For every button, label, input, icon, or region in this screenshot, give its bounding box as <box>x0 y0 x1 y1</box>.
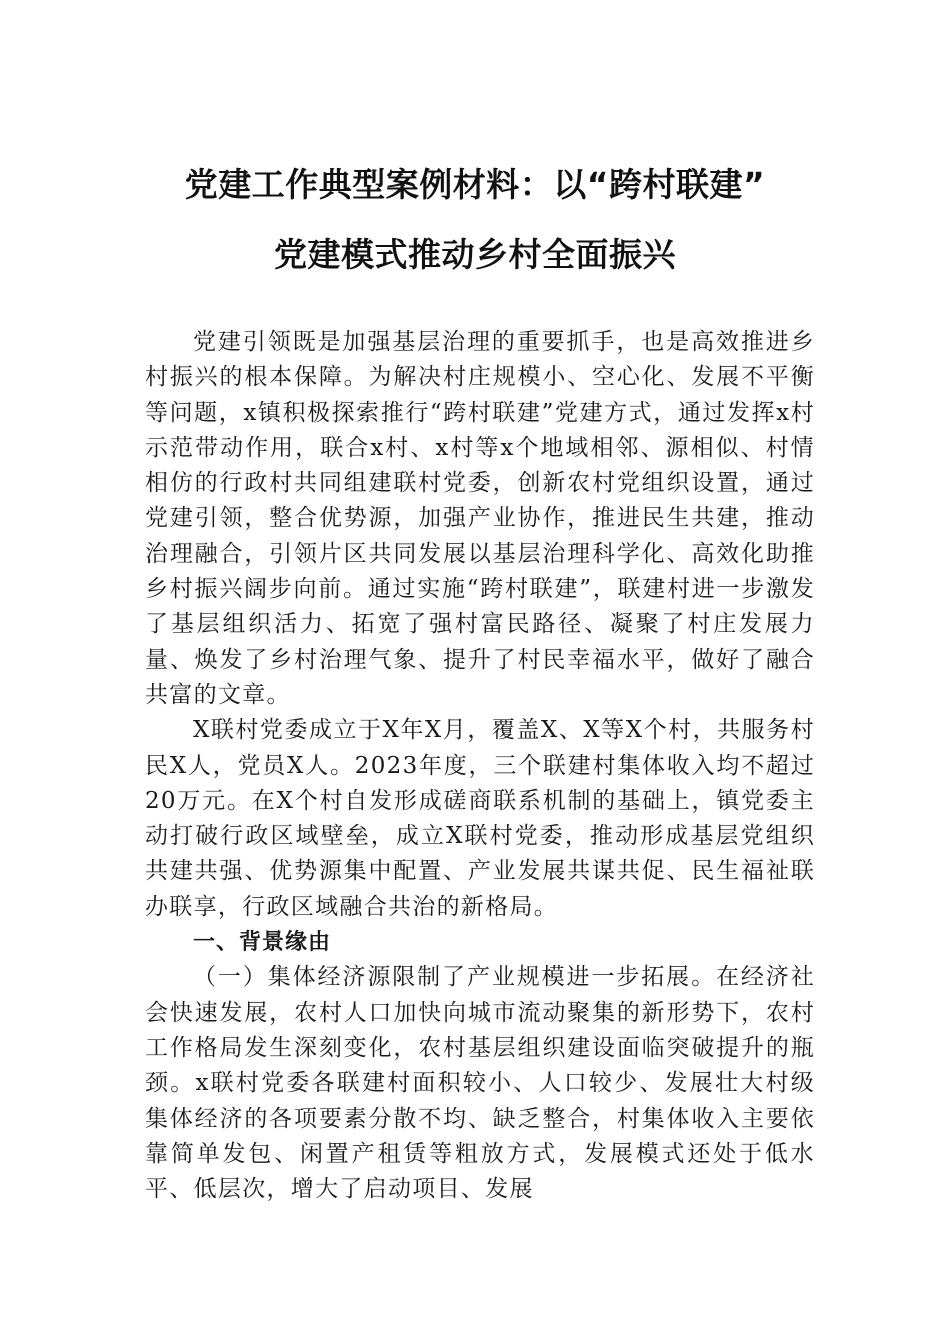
subsection-paragraph <box>145 960 815 1207</box>
intro-paragraph: 党建引领既是加强基层治理的重要抓手，也是高效推进乡村振兴的根本保障。为解决村庄规模小、空心化、发展不平衡等问题，x镇积极探索推行“跨村联建”党建方式，通过发挥x村示范带动作用，联合x村、x村等x个地域相邻、源相似、村情相仿的行政村共同组建联村党委，创新农村党组织设置，通过党建引领，整合优势源，加强产业协作，推进民生共建，推动治理融合，引领片区共同发展以基层治理科学化、高效化助推乡村振兴阔步向前。通过实施“跨村联建”，联建村进一步激发了基层组织活力、拓宽了强村富民路径、凝聚了村庄发展力量、焕发了乡村治理气象、提升了村民幸福水平，做好了融合共富的文章。 <box>145 329 815 708</box>
subsection-lead: （一）集体经济源限制了产业规模进一步拓展。 <box>193 964 716 991</box>
document-body <box>145 325 815 1207</box>
section-heading: 一、背景缘由 <box>193 930 332 956</box>
document-title-line-1: 党建工作典型案例材料：以“跨村联建” <box>184 165 766 204</box>
overview-paragraph: X联村党委成立于X年X月，覆盖X、X等X个村，共服务村民X人，党员X人。2023年度，三个联建村集体收入均不超过20万元。在X个村自发形成磋商联系机制的基础上，镇党委主动打破行政区域壁垒，成立X联村党委，推动形成基层党组织共建共强、优势源集中配置、产业发展共谋共促、民生福祉联办联享，行政区域融合共治的新格局。 <box>145 717 815 920</box>
subsection-body: 在经济社会快速发展，农村人口加快向城市流动聚集的新形势下，农村工作格局发生深刻变化，农村基层组织建设面临突破提升的瓶颈。x联村党委各联建村面积较小、人口较少、发展壮大村级集体经济的各项要素分散不均、缺乏整合，村集体收入主要依靠简单发包、闲置产租赁等粗放方式，发展模式还处于低水平、低层次，增大了启动项目、发展 <box>145 964 815 1203</box>
document-title-line-2: 党建模式推动乡村全面振兴 <box>274 235 676 274</box>
